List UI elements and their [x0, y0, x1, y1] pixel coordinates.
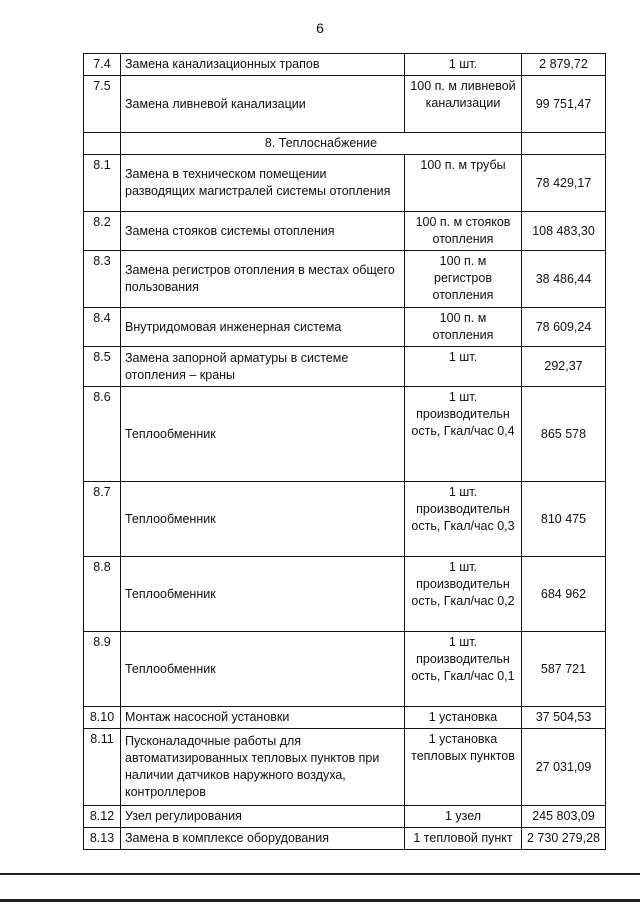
row-number: 7.4: [84, 54, 121, 76]
row-description: Замена в комплексе оборудования: [121, 828, 405, 850]
cost-table: [83, 53, 606, 850]
row-number: 8.3: [84, 251, 121, 308]
row-number: 8.6: [84, 387, 121, 482]
table-row: [84, 557, 606, 632]
section-row: [84, 133, 606, 155]
row-description: Теплообменник: [121, 387, 405, 482]
row-unit: 1 узел: [405, 806, 522, 828]
row-description: Замена канализационных трапов: [121, 54, 405, 76]
section-heading: 8. Теплоснабжение: [121, 133, 522, 155]
row-description: Замена в техническом помещении разводящих магистралей системы отопления: [121, 155, 405, 212]
row-description: Замена ливневой канализации: [121, 76, 405, 133]
row-value: 78 609,24: [522, 308, 606, 347]
table-row: [84, 387, 606, 482]
row-description: Монтаж насосной установки: [121, 707, 405, 729]
row-value: 108 483,30: [522, 212, 606, 251]
row-description: Теплообменник: [121, 632, 405, 707]
row-number: 8.4: [84, 308, 121, 347]
scan-edge-line: [0, 873, 640, 875]
table-row: [84, 729, 606, 806]
row-description: Замена стояков системы отопления: [121, 212, 405, 251]
row-value: 78 429,17: [522, 155, 606, 212]
row-unit: 1 шт. производительн ость, Гкал/час 0,2: [405, 557, 522, 632]
row-description: Замена регистров отопления в местах общего пользования: [121, 251, 405, 308]
table-row: [84, 707, 606, 729]
scan-edge-line: [0, 899, 640, 902]
row-number: 8.5: [84, 347, 121, 387]
row-value: 2 730 279,28: [522, 828, 606, 850]
row-unit: 100 п. м стояков отопления: [405, 212, 522, 251]
table-row: [84, 828, 606, 850]
row-value: 684 962: [522, 557, 606, 632]
table-row: [84, 251, 606, 308]
row-number: 8.12: [84, 806, 121, 828]
row-value: 292,37: [522, 347, 606, 387]
row-description: Узел регулирования: [121, 806, 405, 828]
row-unit: 100 п. м отопления: [405, 308, 522, 347]
table-row: [84, 806, 606, 828]
row-number: 8.9: [84, 632, 121, 707]
table-row: [84, 482, 606, 557]
row-number: 8.13: [84, 828, 121, 850]
row-unit: 1 шт.: [405, 347, 522, 387]
row-unit: 1 установка тепловых пунктов: [405, 729, 522, 806]
row-value: 37 504,53: [522, 707, 606, 729]
row-description: Теплообменник: [121, 557, 405, 632]
row-description: Пусконаладочные работы для автоматизированных тепловых пунктов при наличии датчиков наружного воздуха, контроллеров: [121, 729, 405, 806]
row-number: 8.7: [84, 482, 121, 557]
table-row: [84, 155, 606, 212]
table-row: [84, 308, 606, 347]
row-number: 8.8: [84, 557, 121, 632]
row-unit: 100 п. м ливневой канализации: [405, 76, 522, 133]
row-unit: 1 шт. производительн ость, Гкал/час 0,1: [405, 632, 522, 707]
row-number: 8.11: [84, 729, 121, 806]
row-unit: 100 п. м трубы: [405, 155, 522, 212]
row-value: 99 751,47: [522, 76, 606, 133]
row-number: 8.1: [84, 155, 121, 212]
table-row: [84, 347, 606, 387]
row-number: 8.2: [84, 212, 121, 251]
row-description: Теплообменник: [121, 482, 405, 557]
row-description: Внутридомовая инженерная система: [121, 308, 405, 347]
row-value: 38 486,44: [522, 251, 606, 308]
row-unit: 1 установка: [405, 707, 522, 729]
table-row: [84, 632, 606, 707]
row-unit: 1 шт.: [405, 54, 522, 76]
row-unit: 1 шт. производительн ость, Гкал/час 0,4: [405, 387, 522, 482]
page-number: 6: [316, 20, 324, 36]
row-value: 27 031,09: [522, 729, 606, 806]
row-value: 865 578: [522, 387, 606, 482]
row-unit: 100 п. м регистров отопления: [405, 251, 522, 308]
row-value: 587 721: [522, 632, 606, 707]
row-value: 810 475: [522, 482, 606, 557]
row-number: 7.5: [84, 76, 121, 133]
row-value: 2 879,72: [522, 54, 606, 76]
row-description: Замена запорной арматуры в системе отопления – краны: [121, 347, 405, 387]
row-unit: 1 шт. производительн ость, Гкал/час 0,3: [405, 482, 522, 557]
row-number: 8.10: [84, 707, 121, 729]
table-row: [84, 76, 606, 133]
row-unit: 1 тепловой пункт: [405, 828, 522, 850]
row-value: 245 803,09: [522, 806, 606, 828]
table-row: [84, 54, 606, 76]
table-row: [84, 212, 606, 251]
